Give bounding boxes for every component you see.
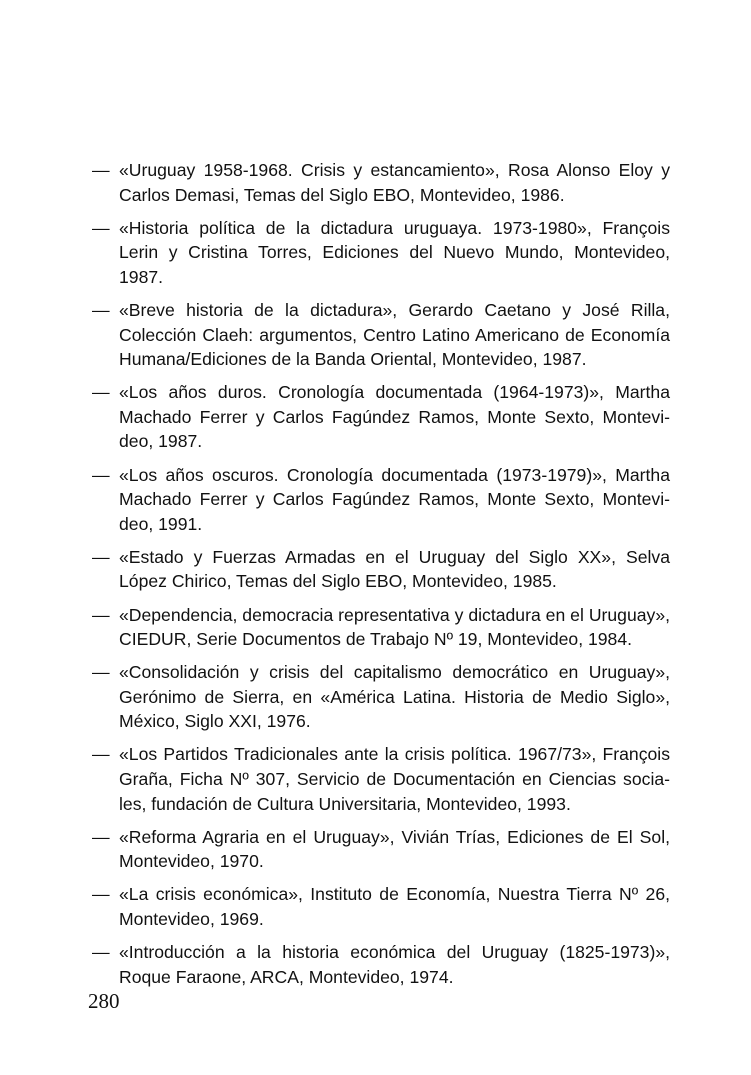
entry-text: «Los años duros. Cronología documentada (1964-1973)», Martha Machado Ferrer y Carlos Fagúndez Ramos, Monte Sexto, Montevideo, 1987. [119, 382, 670, 452]
entry-text: «Dependencia, democracia representativa y dictadura en el Uruguay», CIEDUR, Serie Documentos de Trabajo Nº 19, Montevideo, 1984. [119, 604, 670, 650]
entry-dash: — [92, 884, 110, 905]
entry-dash: — [92, 604, 110, 625]
bibliography-entry [92, 882, 670, 931]
entry-text: «Historia política de la dictadura uruguaya. 1973-1980», François Lerin y Cristina Torres, Ediciones del Nuevo Mundo, Montevideo, 1987. [119, 217, 670, 287]
bibliography-entry [92, 463, 670, 537]
entry-text: «Los Partidos Tradicionales ante la crisis política. 1967/73», François Graña, Ficha Nº 307, Servicio de Documentación en Ciencias sociales, fundación de Cultura Universitaria, Montevideo, 1993. [119, 744, 670, 814]
entry-text: «Introducción a la historia económica del Uruguay (1825-1973)», Roque Faraone, ARCA, Montevideo, 1974. [119, 942, 670, 987]
bibliography-entry [92, 216, 670, 290]
bibliography-entry [92, 545, 670, 594]
entry-dash: — [92, 546, 110, 567]
entry-dash: — [92, 464, 110, 485]
bibliography-entry [92, 742, 670, 816]
bibliography-list [92, 158, 670, 998]
bibliography-entry [92, 940, 670, 989]
entry-text: «Uruguay 1958-1968. Crisis y estancamiento», Rosa Alonso Eloy y Carlos Demasi, Temas del Siglo EBO, Montevideo, 1986. [119, 160, 670, 205]
bibliography-entry [92, 660, 670, 734]
entry-dash: — [92, 942, 110, 963]
entry-dash: — [92, 160, 110, 180]
entry-dash: — [92, 744, 110, 765]
entry-text: «Breve historia de la dictadura», Gerardo Caetano y José Rilla, Colección Claeh: argumentos, Centro Latino Americano de Economía Humana/Ediciones de la Banda Oriental, Montevideo, 1987. [119, 299, 670, 370]
bibliography-entry [92, 603, 670, 652]
entry-dash: — [92, 299, 110, 320]
entry-dash: — [92, 826, 110, 847]
entry-dash: — [92, 662, 110, 683]
bibliography-entry [92, 298, 670, 372]
entry-dash: — [92, 217, 110, 238]
entry-text: «Consolidación y crisis del capitalismo democrático en Uruguay», Gerónimo de Sierra, en «América Latina. Historia de Medio Siglo», México, Siglo XXI, 1976. [119, 662, 670, 732]
entry-text: «Reforma Agraria en el Uruguay», Vivián Trías, Ediciones de El Sol, Montevideo, 1970. [119, 826, 670, 872]
entry-dash: — [92, 382, 110, 403]
bibliography-entry [92, 380, 670, 454]
bibliography-entry [92, 158, 670, 207]
bibliography-entry [92, 825, 670, 874]
entry-text: «Los años oscuros. Cronología documentada (1973-1979)», Martha Machado Ferrer y Carlos Fagúndez Ramos, Monte Sexto, Montevideo, 1991. [119, 464, 670, 534]
entry-text: «Estado y Fuerzas Armadas en el Uruguay del Siglo XX», Selva López Chirico, Temas del Siglo EBO, Montevideo, 1985. [119, 546, 670, 592]
entry-text: «La crisis económica», Instituto de Economía, Nuestra Tierra Nº 26, Montevideo, 1969. [119, 884, 670, 930]
page-number: 280 [88, 989, 120, 1013]
